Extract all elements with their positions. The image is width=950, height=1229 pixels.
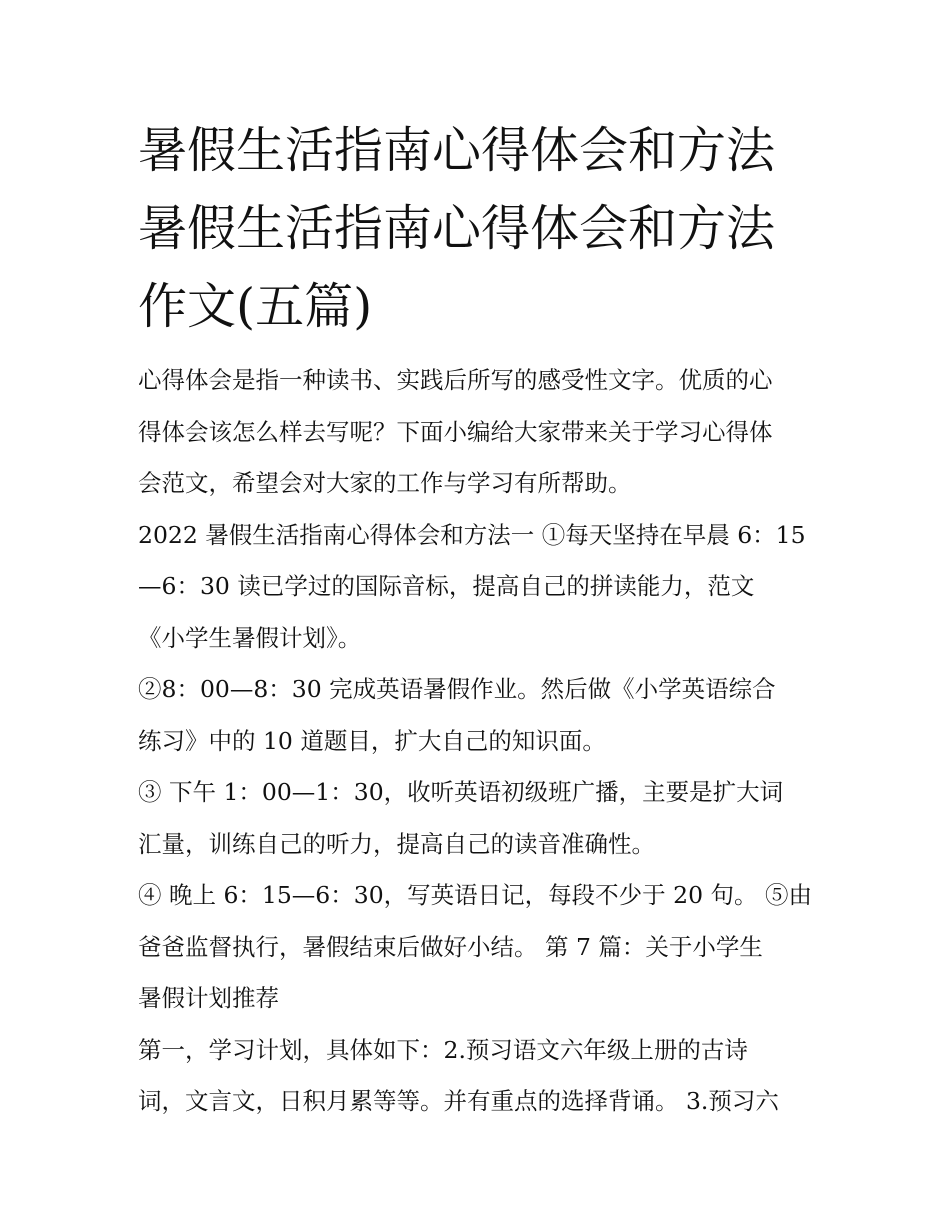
body-line: 第一，学习计划，具体如下：2.预习语文六年级上册的古诗 — [138, 1035, 748, 1064]
body-line: 词，文言文，日积月累等等。并有重点的选择背诵。 3.预习六 — [138, 1087, 779, 1115]
body-line: 心得体会是指一种读书、实践后所写的感受性文字。优质的心 — [138, 366, 773, 394]
body-line: ④ 晚上 6：15—6：30，写英语日记，每段不少于 20 句。 ⑤由 — [138, 881, 812, 909]
document-title — [138, 112, 838, 346]
body-line: —6：30 读已学过的国际音标，提高自己的拼读能力，范文 — [138, 572, 755, 600]
body-line: 汇量，训练自己的听力，提高自己的读音准确性。 — [138, 829, 655, 858]
body-line: 会范文，希望会对大家的工作与学习有所帮助。 — [138, 469, 632, 497]
title-line: 暑假生活指南心得体会和方法 — [138, 200, 776, 257]
body-line: 练习》中的 10 道题目，扩大自己的知识面。 — [138, 726, 606, 755]
document-body — [138, 355, 828, 1128]
title-line: 暑假生活指南心得体会和方法 — [138, 122, 776, 179]
body-line: ②8：00—8：30 完成英语暑假作业。然后做《小学英语综合 — [138, 675, 776, 703]
body-line: ③ 下午 1：00—1：30，收听英语初级班广播，主要是扩大词 — [138, 778, 784, 806]
title-line: 作文(五篇) — [138, 278, 373, 335]
body-line: 2022 暑假生活指南心得体会和方法一 ①每天坚持在早晨 6：15 — [138, 520, 806, 549]
body-line: 暑假计划推荐 — [138, 984, 279, 1012]
body-line: 《小学生暑假计划》。 — [138, 623, 362, 652]
body-line: 爸爸监督执行，暑假结束后做好小结。 第 7 篇：关于小学生 — [138, 932, 763, 961]
body-line: 得体会该怎么样去写呢？下面小编给大家带来关于学习心得体 — [138, 417, 773, 446]
